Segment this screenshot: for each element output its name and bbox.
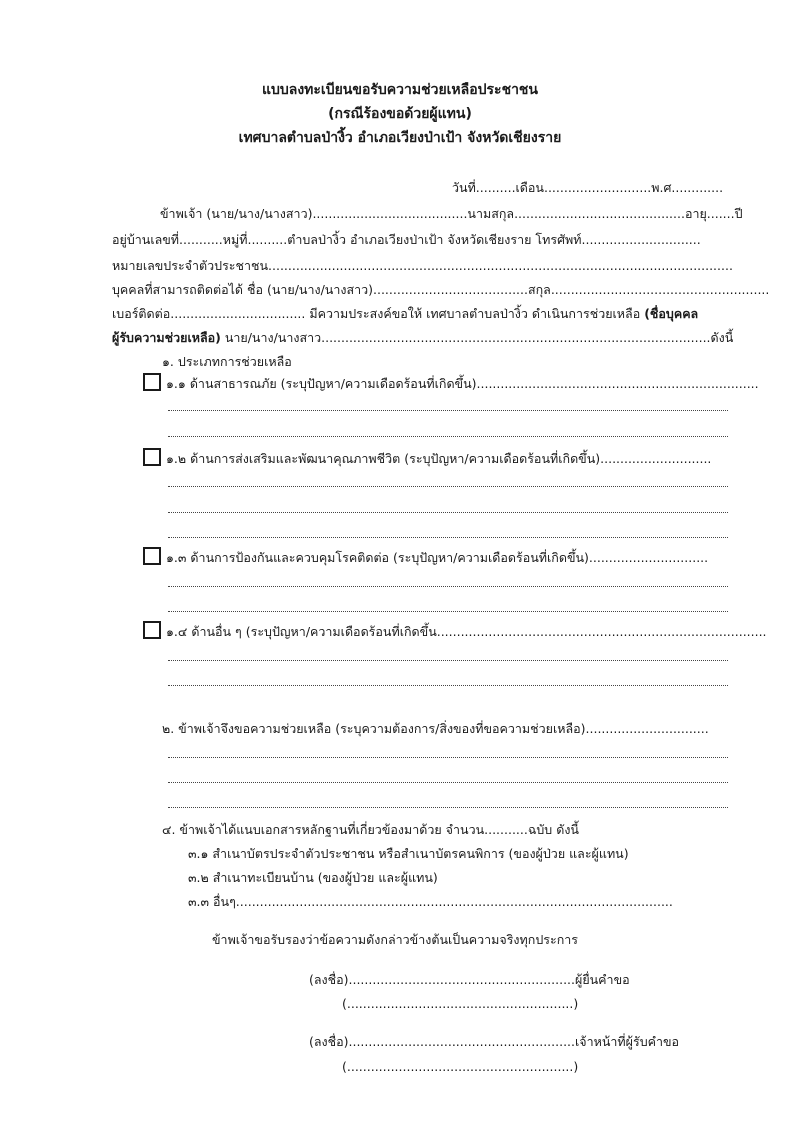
section2-heading: ๒. ข้าพเจ้าจึงขอความช่วยเหลือ (ระบุความต้องการ/สิ่งของที่ขอความช่วยเหลือ)............................... bbox=[162, 721, 709, 736]
checkbox-disease-control[interactable] bbox=[143, 547, 161, 565]
blank-line[interactable] bbox=[168, 660, 728, 661]
blank-line[interactable] bbox=[168, 757, 728, 758]
form-title: แบบลงทะเบียนขอรับความช่วยเหลือประชาชน bbox=[261, 82, 539, 98]
date-line: วันที่..........เดือน...........................พ.ศ............. bbox=[452, 180, 724, 195]
item-other: ๑.๔ ด้านอื่น ๆ (ระบุปัญหา/ความเดือดร้อนที่เกิดขึ้น................................................................................... bbox=[166, 624, 767, 639]
purpose-line: เบอร์ติดต่อ.................................. มีความประสงค์ขอให้ เทศบาลตำบลป่างิ้ว ดำเนินการช่วยเหลือ (ชื่อบุคคล bbox=[112, 306, 699, 321]
checkbox-disaster[interactable] bbox=[143, 373, 161, 391]
applicant-printed-name: (.........................................................) bbox=[342, 996, 579, 1011]
blank-line[interactable] bbox=[168, 537, 728, 538]
section1-heading: ๑. ประเภทการช่วยเหลือ bbox=[162, 354, 292, 369]
document-item: ๓.๑ สำเนาบัตรประจำตัวประชาชน หรือสำเนาบัตรคนพิการ (ของผู้ป่วย และผู้แทน) bbox=[188, 846, 629, 861]
form-subtitle: (กรณีร้องขอด้วยผู้แทน) bbox=[328, 106, 472, 122]
officer-signature-line: (ลงชื่อ).........................................................เจ้าหน้าที่ผู้รับคำขอ bbox=[309, 1034, 680, 1049]
section4-heading: ๔. ข้าพเจ้าได้แนบเอกสารหลักฐานที่เกี่ยวข้องมาด้วย จำนวน...........ฉบับ ดังนี้ bbox=[162, 822, 579, 837]
item-disease-control: ๑.๓ ด้านการป้องกันและควบคุมโรคติดต่อ (ระบุปัญหา/ความเดือดร้อนที่เกิดขึ้น).............................. bbox=[166, 550, 709, 565]
blank-line[interactable] bbox=[168, 512, 728, 513]
blank-line[interactable] bbox=[168, 782, 728, 783]
blank-line[interactable] bbox=[168, 486, 728, 487]
blank-line[interactable] bbox=[168, 410, 728, 411]
blank-line[interactable] bbox=[168, 436, 728, 437]
checkbox-other[interactable] bbox=[143, 621, 161, 639]
blank-line[interactable] bbox=[168, 586, 728, 587]
officer-printed-name: (.........................................................) bbox=[342, 1059, 579, 1074]
document-item: ๓.๓ อื่นๆ.............................................................................................................. bbox=[188, 894, 673, 909]
document-item: ๓.๒ สำเนาทะเบียนบ้าน (ของผู้ป่วย และผู้แทน) bbox=[188, 870, 438, 885]
applicant-name-line: ข้าพเจ้า (นาย/นาง/นางสาว).......................................นามสกุล...........................................อายุ.......ปี bbox=[160, 206, 743, 221]
blank-line[interactable] bbox=[168, 611, 728, 612]
applicant-signature-line: (ลงชื่อ).........................................................ผู้ยื่นคำขอ bbox=[309, 972, 630, 987]
contact-person-line: บุคคลที่สามารถติดต่อได้ ชื่อ (นาย/นาง/นางสาว).......................................สกุล....................................................... bbox=[112, 282, 770, 297]
checkbox-quality-of-life[interactable] bbox=[143, 448, 161, 466]
blank-line[interactable] bbox=[168, 807, 728, 808]
certification-statement: ข้าพเจ้าขอรับรองว่าข้อความดังกล่าวข้างต้นเป็นความจริงทุกประการ bbox=[212, 932, 578, 947]
item-quality-of-life: ๑.๒ ด้านการส่งเสริมและพัฒนาคุณภาพชีวิต (ระบุปัญหา/ความเดือดร้อนที่เกิดขึ้น)............................ bbox=[166, 451, 712, 466]
recipient-line: ผู้รับความช่วยเหลือ) นาย/นาง/นางสาว..................................................................................................ดังนี้ bbox=[112, 330, 734, 345]
item-disaster: ๑.๑ ด้านสาธารณภัย (ระบุปัญหา/ความเดือดร้อนที่เกิดขึ้น)....................................................................... bbox=[166, 376, 759, 391]
blank-line[interactable] bbox=[168, 685, 728, 686]
organization-line: เทศบาลตำบลป่างิ้ว อำเภอเวียงป่าเป้า จังหวัดเชียงราย bbox=[238, 130, 562, 146]
address-line: อยู่บ้านเลขที่...........หมู่ที่..........ตำบลป่างิ้ว อำเภอเวียงป่าเป้า จังหวัดเชียงราย โทรศัพท์.............................. bbox=[112, 232, 701, 247]
id-number-line: หมายเลขประจำตัวประชาชน..................................................................................................................... bbox=[112, 258, 733, 273]
